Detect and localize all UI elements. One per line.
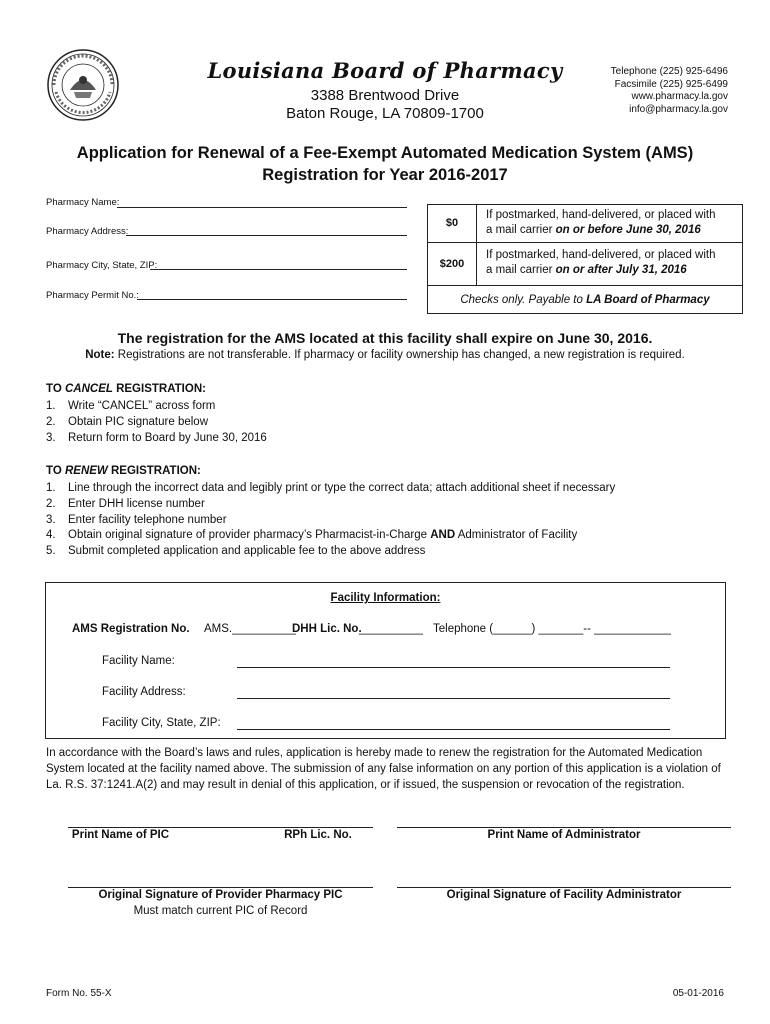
cancel-heading: TO CANCEL REGISTRATION:: [46, 383, 206, 395]
address-line-2: Baton Rouge, LA 70809-1700: [286, 105, 484, 122]
board-name: Louisiana Board of Pharmacy: [207, 58, 563, 83]
fee-2-text: If postmarked, hand-delivered, or placed with a mail carrier on or after July 31, 2016: [486, 249, 716, 276]
pharmacy-address-field[interactable]: [126, 235, 407, 236]
admin-signature-line[interactable]: [397, 887, 731, 888]
fee-2-amount: $200: [439, 258, 465, 270]
ams-registration-label: AMS Registration No.: [72, 623, 190, 635]
address-line-1: 3388 Brentwood Drive: [310, 87, 460, 104]
renew-step: 2. Enter DHH license number: [46, 498, 205, 510]
rph-license-label: RPh Lic. No.: [284, 829, 352, 841]
fee-1-amount: $0: [445, 217, 459, 229]
admin-name-signature-line[interactable]: [397, 827, 731, 828]
renew-step: 3. Enter facility telephone number: [46, 514, 227, 526]
pic-name-label: Print Name of PIC: [71, 829, 170, 841]
admin-name-label: Print Name of Administrator: [487, 829, 641, 841]
renew-heading: TO RENEW REGISTRATION:: [46, 465, 201, 477]
ams-registration-field[interactable]: AMS.__________: [204, 623, 297, 635]
form-date: 05-01-2016: [672, 988, 724, 999]
facsimile: Facsimile (225) 925-6499: [614, 78, 728, 90]
fee-row-1: [428, 205, 742, 243]
form-title-line-2: Registration for Year 2016-2017: [262, 166, 508, 184]
facility-city-field[interactable]: [237, 729, 670, 730]
facility-city-label: Facility City, State, ZIP:: [102, 717, 221, 729]
renew-step: 1. Line through the incorrect data and legibly print or type the correct data; attach additional sheet if necessary: [46, 482, 616, 494]
facility-name-field[interactable]: [237, 667, 670, 668]
admin-signature-label: Original Signature of Facility Administrator: [446, 889, 682, 901]
transfer-note: Note: Registrations are not transferable. If pharmacy or facility ownership has changed, a new registration is required.: [85, 349, 685, 361]
cancel-step: 1. Write “CANCEL” across form: [46, 400, 216, 412]
form-number: Form No. 55-X: [46, 988, 112, 999]
facility-telephone-field[interactable]: Telephone (______) _______-- ____________: [433, 623, 671, 635]
website: www.pharmacy.la.gov: [631, 91, 728, 102]
facility-address-field[interactable]: [237, 698, 670, 699]
pharmacy-city-label: Pharmacy City, State, ZIP:: [46, 260, 158, 271]
pic-signature-note: Must match current PIC of Record: [133, 905, 308, 917]
email: info@pharmacy.la.gov: [629, 103, 728, 115]
form-title: [40, 142, 730, 186]
pic-signature-line[interactable]: [68, 887, 373, 888]
renew-step: 4. Obtain original signature of provider pharmacy’s Pharmacist-in-Charge AND Administrator of Facility: [46, 529, 578, 541]
fee-table: [427, 204, 743, 314]
pharmacy-permit-field[interactable]: [137, 299, 407, 300]
fee-row-2: [428, 243, 742, 286]
payment-instructions: Checks only. Payable to LA Board of Pharmacy: [460, 294, 710, 306]
pharmacy-city-field[interactable]: [150, 269, 407, 270]
expiry-statement: The registration for the AMS located at this facility shall expire on June 30, 2016.: [117, 330, 653, 346]
telephone: Telephone (225) 925-6496: [610, 66, 728, 77]
renew-step: 5. Submit completed application and applicable fee to the above address: [46, 545, 426, 557]
pharmacy-address-label: Pharmacy Address:: [46, 226, 129, 237]
dhh-license-field[interactable]: __________: [359, 623, 423, 635]
cancel-step: 3. Return form to Board by June 30, 2016: [46, 432, 267, 444]
form-title-line-1: Application for Renewal of a Fee-Exempt Automated Medication System (AMS): [76, 144, 694, 162]
cancel-step: 2. Obtain PIC signature below: [46, 416, 208, 428]
pic-name-signature-line[interactable]: [68, 827, 373, 828]
facility-address-label: Facility Address:: [102, 686, 186, 698]
pharmacy-name-label: Pharmacy Name:: [46, 197, 120, 208]
facility-information-box: [45, 582, 726, 739]
facility-name-label: Facility Name:: [102, 655, 175, 667]
fee-1-text: If postmarked, hand-delivered, or placed with a mail carrier on or before June 30, 2016: [486, 209, 716, 236]
pharmacy-permit-label: Pharmacy Permit No.:: [46, 290, 139, 301]
pharmacy-name-field[interactable]: [117, 207, 407, 208]
dhh-license-label: DHH Lic. No.: [292, 623, 362, 635]
contact-block: [508, 66, 728, 116]
state-seal-logo: [46, 48, 120, 122]
facility-heading: Facility Information:: [330, 592, 441, 604]
declaration-paragraph: In accordance with the Board’s laws and rules, application is hereby made to renew the registration for the Automated Medication System located at the facility named above. The submission of any false information on any portion of this application is a violation of La. R.S. 37:1241.A(2) and may result in denial of this application, or if issued, the suspension or revocation of the registration.: [46, 747, 721, 791]
pic-signature-label: Original Signature of Provider Pharmacy PIC: [98, 889, 343, 901]
